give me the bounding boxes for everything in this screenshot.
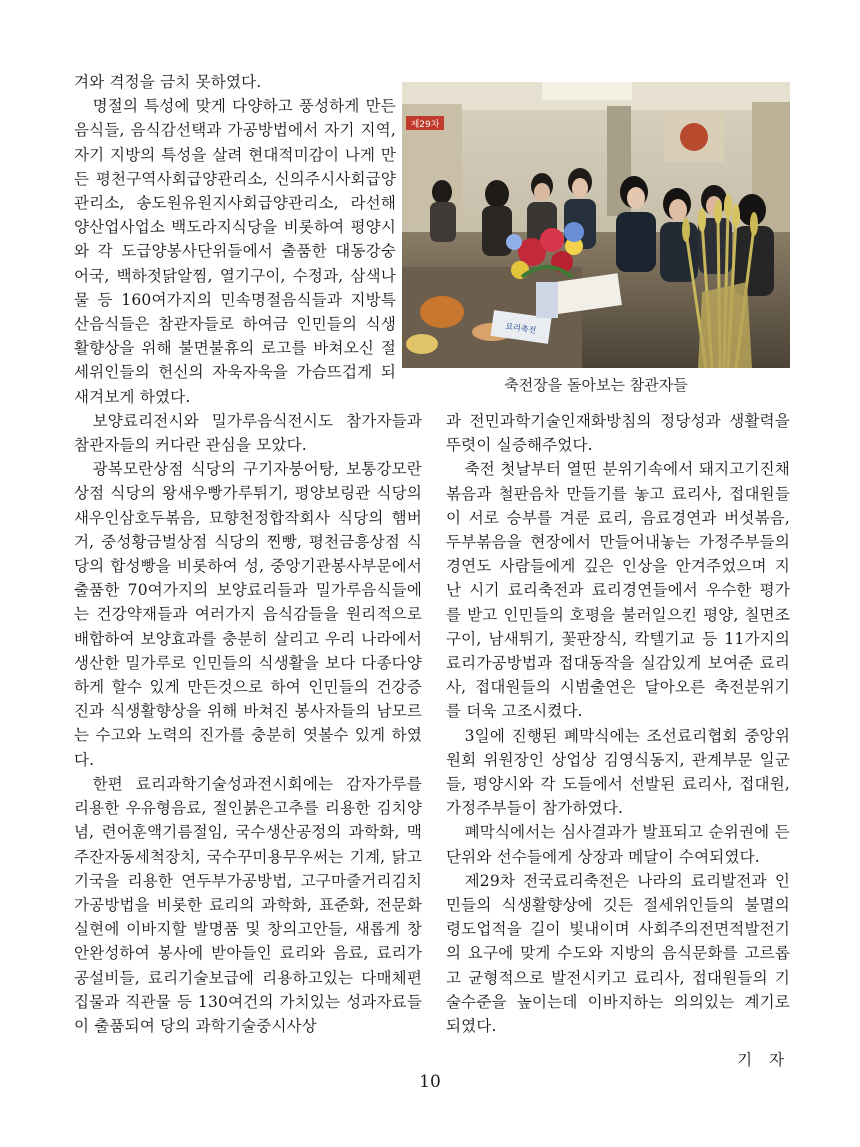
banner-sign: 제29차 <box>410 120 440 130</box>
paragraph: 광복모란상점 식당의 구기자붕어탕, 보통강모란상점 식당의 왕새우빵가루튀기, 평양보링관 식당의 새우인삼호두볶음, 묘향천정합작회사 식당의 햄버거, 중성황금벌상점 식당의 찐빵, 평천금흥상점 식당의 합성빵을 비롯하여 성, 중앙기관봉사부문에서 출품한 70여가지의 보양료리들과 밀가루음식들에는 건강약재들과 여러가지 음식감들을 원리적으로 배합하여 보양효과를 충분히 살리고 우리 나라에서 생산한 밀가루로 인민들의 식생활을 보다 다종다양하게 할수 있게 만든것으로 하여 인민들의 건강증진과 식생활향상을 위해 바쳐진 봉사자들의 남모르는 수고와 노력의 진가를 충분히 엿볼수 있게 하였다. <box>74 460 422 769</box>
paragraph: 한편 료리과학기술성과전시회에는 감자가루를 리용한 우유형음료, 절인붉은고추를 리용한 김치양념, 련어훈액기름절임, 국수생산공정의 과학화, 맥주잔자동세척장치, 국수꾸미용무우써는 기계, 닭고기국을 리용한 연두부가공방법, 고구마줄거리김치가공방법을 비롯한 료리의 과학화, 표준화, 전문화실현에 이바지할 발명품 및 창의고안들, 새롭게 창안완성하여 봉사에 받아들인 료리와 음료, 료리가공설비들, 료리기술보급에 리용하고있는 다매체편집물과 직관물 등 130여건의 가치있는 성과자료들이 출품되여 당의 과학기술중시사상 <box>74 774 422 1035</box>
article-right-column <box>446 409 790 1038</box>
photo-illustration <box>402 82 790 368</box>
article-left-column <box>74 70 422 1038</box>
paragraph: 보양료리전시와 밀가루음식전시도 참가자들과 참관자들의 커다란 관심을 모았다. <box>74 411 422 455</box>
byline: 기 자 <box>737 1051 790 1069</box>
exhibition-photo <box>402 82 790 368</box>
paragraph: 겨와 격정을 금치 못하였다. <box>74 73 262 91</box>
paragraph: 명절의 특성에 맞게 다양하고 풍성하게 만든 음식들, 음식감선택과 가공방법에서 자기 지역, 자기 지방의 특성을 살려 현대적미감이 나게 만든 평천구역사회급양관리소, 신의주시사회급양관리소, 송도원유원지사회급양관리소, 라선해양산업사업소 백도라지식당을 비롯하여 평양시와 각 도급양봉사단위들에서 출품한 대동강숭어국, 백하젓닭알찜, 열기구이, 수정과, 삼색나물 등 160여가지의 민속명절음식들과 지방특산음식들은 참관자들로 하여금 인민들의 식생활향상을 위해 불면불휴의 로고를 바쳐오신 절세위인들의 헌신의 자욱자욱을 가슴뜨겁게 되새겨보게 하였다. <box>74 97 396 406</box>
food-placard: 료리축전 <box>504 321 537 336</box>
page-number: 10 <box>419 1072 441 1092</box>
paragraph: 축전 첫날부터 열띤 분위기속에서 돼지고기진채볶음과 철판음차 만들기를 놓고 료리사, 접대원들이 서로 승부를 겨룬 료리, 음료경연과 버섯볶음, 두부볶음을 현장에서 만들어내놓는 가정주부들의 경연도 사람들에게 깊은 인상을 안겨주었으며 지난 시기 료리축전과 료리경연들에서 우수한 평가를 받고 인민들의 호평을 불러일으킨 평양, 칠면조구이, 남새튀기, 꽃판장식, 칵텔기교 등 11가지의 료리가공방법과 접대동작을 실감있게 보여준 료리사, 접대원들의 시범출연은 달아오른 축전분위기를 더욱 고조시켰다. <box>446 460 790 721</box>
photo-caption: 축전장을 돌아보는 참관자들 <box>504 376 688 394</box>
paragraph: 과 전민과학기술인재화방침의 정당성과 생활력을 뚜렷이 실증해주었다. <box>446 412 790 455</box>
paragraph: 3일에 진행된 폐막식에는 조선료리협회 중앙위원회 위원장인 상업상 김영식동지, 관계부문 일군들, 평양시와 각 도들에서 선발된 료리사, 접대원, 가정주부들이 참가하였다. <box>446 726 790 818</box>
paragraph: 제29차 전국료리축전은 나라의 료리발전과 인민들의 식생활향상에 깃든 절세위인들의 불멸의 령도업적을 길이 빛내이며 사회주의전면적발전기의 요구에 맞게 수도와 지방의 음식문화를 고르롭고 균형적으로 발전시키고 료리사, 접대원들의 기술수준을 높이는데 이바지하는 의의있는 계기로 되였다. <box>446 871 790 1036</box>
paragraph: 폐막식에서는 심사결과가 발표되고 순위권에 든 단위와 선수들에게 상장과 메달이 수여되였다. <box>446 823 790 866</box>
